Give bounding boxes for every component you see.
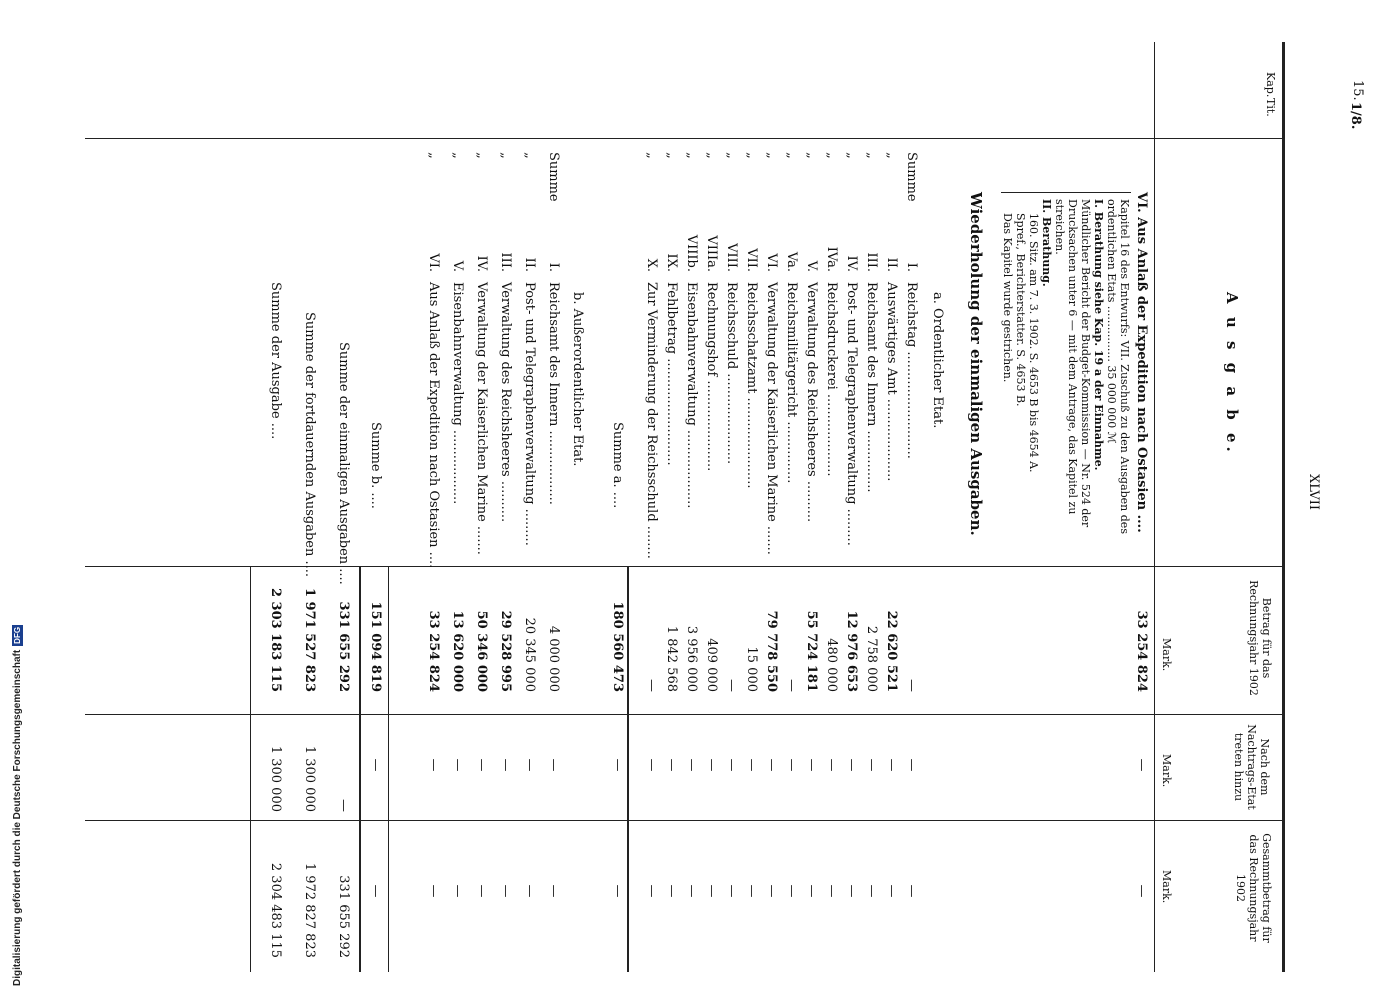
row-gesammt: — [498,884,513,898]
row-gesammt: — [764,884,779,898]
ausserordentlich-sum-label: Summe b. .... [368,422,383,509]
total-gesammt: 331 655 292 [336,875,351,958]
total-label: Summe der Ausgabe .... [268,282,283,440]
row-betrag: 1 842 568 [664,625,679,692]
row-label: Zur Verminderung der Reichsschuld ........ [644,282,659,559]
row-label: Auswärtiges Amt .................... [884,282,899,482]
ausserordentlich-sum-nachtrag: — [368,758,383,772]
row-prefix: Summe [904,152,919,202]
notes-block [1001,192,1131,573]
header-betrag: Betrag für das Rechnungsjahr 1902 [1247,580,1273,696]
row-betrag: 79 778 550 [764,610,779,692]
note-1: Kapitel 16 des Entwurfs: VII. Zuschuß zu den Ausgaben des ordentlichen Etats ................ 35 000 000 ℳ [1105,199,1131,534]
row-nachtrag: — [664,758,679,772]
totals-rule [359,566,361,972]
row-number: IVa. [824,246,839,272]
row-label: Post- und Telegraphenverwaltung ......... [522,282,537,546]
row-prefix: „ [804,152,819,159]
note-6: Spref., Berichterstatter. S. 4653 B. [1014,213,1027,407]
total-label: Summe der einmaligen Ausgaben .... [336,342,351,585]
row-nachtrag: — [474,758,489,772]
row-nachtrag: — [764,758,779,772]
row-betrag: 4 000 000 [546,625,561,692]
row-prefix: „ [864,152,879,159]
row-betrag: 2 758 000 [864,625,879,692]
page-number: XLVII [1306,474,1321,511]
header-ausgabe: A u s g a b e. [1223,292,1241,456]
row-betrag: 480 000 [824,638,839,692]
row-number: VII. [744,248,759,272]
row-number: IX. [664,253,679,272]
row-prefix: „ [844,152,859,159]
row-label: Eisenbahnverwaltung .................. [450,282,465,505]
row-prefix: „ [474,152,489,159]
unit-nachtrag: Mark. [1160,754,1173,788]
row-gesammt: — [522,884,537,898]
row-nachtrag: — [522,758,537,772]
row-prefix: Summe [546,152,561,202]
nachtrag-rule [85,714,1285,715]
row-betrag: 50 346 000 [474,610,489,692]
row-number: IV. [844,255,859,272]
ausserordentlich-sum-gesammt: — [368,884,383,898]
row-label: Reichsschatzamt ...................... [744,282,759,489]
row-nachtrag: — [864,758,879,772]
row-prefix: „ [764,152,779,159]
row-label: Verwaltung des Reichsheeres .......... [804,282,819,523]
ausserordentlich-heading: b. Außerordentlicher Etat. [570,292,585,467]
row-prefix: „ [522,152,537,159]
row-number: II. [884,257,899,272]
row-nachtrag: — [804,758,819,772]
row-prefix: „ [724,152,739,159]
row-gesammt: — [744,884,759,898]
row-betrag: 409 000 [704,638,719,692]
total-betrag: 331 655 292 [336,601,351,692]
row-gesammt: — [664,884,679,898]
entry-nachtrag: — [1134,758,1149,772]
row-betrag: 55 724 181 [804,610,819,692]
row-number: V. [450,260,465,272]
recap-title: Wiederholung der einmaligen Ausgaben. [967,192,985,536]
row-prefix: „ [884,152,899,159]
total-nachtrag: 1 300 000 [302,745,317,812]
row-label: Verwaltung der Kaiserlichen Marine ....... [764,282,779,555]
unit-betrag: Mark. [1160,638,1173,672]
ordentlich-sum-rule [627,566,629,972]
row-label: Aus Anlaß der Expedition nach Ostasien .... [426,282,441,569]
row-betrag: 22 620 521 [884,610,899,692]
row-gesammt: — [684,884,699,898]
header-nachtrag: Nach dem Nachtrags-Etat treten hinzu [1232,724,1271,810]
row-betrag: — [784,679,799,692]
row-number: VIIIb. [684,234,699,272]
row-nachtrag: — [824,758,839,772]
row-nachtrag: — [426,758,441,772]
rotated-page [85,42,1365,1002]
row-betrag: 29 528 995 [498,610,513,692]
row-gesammt: — [864,884,879,898]
row-prefix: „ [744,152,759,159]
row-label: Rechnungshof ...................... [704,282,719,472]
row-label: Verwaltung des Reichsheeres .......... [498,282,513,523]
row-number: X. [644,258,659,272]
row-label: Verwaltung der Kaiserlichen Marine ....... [474,282,489,555]
row-prefix: „ [644,152,659,159]
ordentlich-sum-betrag: 180 560 473 [610,601,625,692]
row-gesammt: — [474,884,489,898]
ausserordentlich-sum-betrag: 151 094 819 [368,601,383,692]
note-7: Das Kapitel wurde gestrichen. [1001,213,1014,383]
row-nachtrag: — [884,758,899,772]
dfg-logo: DFG [12,626,22,644]
row-label: Reichsschuld ...................... [724,282,739,465]
row-prefix: „ [426,152,441,159]
row-gesammt: — [904,884,919,898]
ordentlich-heading: a. Ordentlicher Etat. [930,292,945,429]
row-gesammt: — [824,884,839,898]
digitization-note: Digitalisierung gefördert durch die Deutsche Forschungsgemeinschaft [11,649,23,986]
row-betrag: 12 976 653 [844,610,859,692]
row-betrag: 33 254 824 [426,610,441,692]
header-kap: Kap. [1264,72,1277,98]
row-prefix: „ [664,152,679,159]
row-nachtrag: — [704,758,719,772]
row-gesammt: — [644,884,659,898]
row-gesammt: — [884,884,899,898]
row-gesammt: — [426,884,441,898]
row-prefix: „ [784,152,799,159]
row-gesammt: — [704,884,719,898]
row-gesammt: — [804,884,819,898]
header-tit: Tit. [1264,98,1277,117]
total-betrag: 2 303 183 115 [268,587,283,692]
row-nachtrag: — [784,758,799,772]
row-number: VI. [764,253,779,272]
total-gesammt: 2 304 483 115 [268,862,283,958]
row-number: VIIIa. [704,235,719,272]
entry-amount: 33 254 824 [1134,610,1149,692]
row-nachtrag: — [684,758,699,772]
grand-total-rule [250,566,251,972]
row-label: Reichsmilitärgericht ............... [784,282,799,484]
row-betrag: — [724,679,739,692]
entry-kap: 15. [1350,80,1365,101]
row-nachtrag: — [744,758,759,772]
ordentlich-sum-label: Summe a. .... [610,422,625,509]
row-gesammt: — [784,884,799,898]
row-betrag: — [644,679,659,692]
note-3: Mündlicher Bericht der Budget-Kommission — Nr. 524 der Drucksachen unter 6 — mit dem Antrage, das Kapitel zu streichen. [1053,199,1092,528]
note-2: I. Berathung siehe Kap. 19 a der Einnahme. [1092,199,1105,471]
header-gesammt: Gesammtbetrag für das Rechnungsjahr 1902 [1234,833,1273,943]
total-gesammt: 1 972 827 823 [302,862,317,958]
row-number: Va. [784,251,799,272]
unit-gesammt: Mark. [1160,870,1173,904]
row-gesammt: — [844,884,859,898]
note-4: II. Berathung. [1040,199,1053,287]
row-label: Reichsamt des Innern ............... [864,282,879,493]
row-betrag: 20 345 000 [522,617,537,692]
row-prefix: „ [450,152,465,159]
ordentlich-sum-gesammt: — [610,884,625,898]
dfg-footer [0,0,23,1000]
ausserordentlich-sum-rule [388,566,389,972]
desc-rule [85,138,1285,139]
row-number: III. [864,252,879,272]
ordentlich-sum-nachtrag: — [610,758,625,772]
row-gesammt: — [546,884,561,898]
row-nachtrag: — [450,758,465,772]
entry-tit: 1/8. [1348,102,1363,130]
row-number: VIII. [724,243,739,272]
row-gesammt: — [450,884,465,898]
row-label: Eisenbahnverwaltung ................... [684,282,699,509]
row-number: II. [522,257,537,272]
row-label: Fehlbetrag .......................... [664,282,679,466]
row-label: Post- und Telegraphenverwaltung ......... [844,282,859,546]
note-5: 160. Sitz. am 7. 3. 1902. S. 4653 B bis 4654 A. [1027,213,1040,473]
header-bottom-rule [1154,42,1155,972]
gesammt-rule [85,820,1285,821]
row-number: III. [498,252,513,272]
row-number: I. [546,262,561,272]
row-number: I. [904,262,919,272]
row-prefix: „ [824,152,839,159]
row-number: VI. [426,253,441,272]
row-nachtrag: — [546,758,561,772]
row-label: Reichsdruckerei .................... [824,282,839,477]
row-nachtrag: — [724,758,739,772]
row-nachtrag: — [904,758,919,772]
row-gesammt: — [724,884,739,898]
row-number: V. [804,260,819,272]
total-label: Summe der fortdauernden Ausgaben .... [302,312,317,577]
row-betrag: — [904,679,919,692]
row-prefix: „ [498,152,513,159]
row-betrag: 15 000 [744,646,759,692]
total-nachtrag: 1 300 000 [268,745,283,812]
header-top-rule [1282,42,1285,972]
row-label: Reichsamt des Innern .................. [546,282,561,505]
total-betrag: 1 971 527 823 [302,587,317,692]
row-nachtrag: — [844,758,859,772]
entry-title: VI. Aus Anlaß der Expedition nach Ostasien .... [1134,192,1149,533]
row-betrag: 13 620 000 [450,610,465,692]
row-number: IV. [474,255,489,272]
total-nachtrag: — [336,799,351,812]
entry-gesammt: — [1134,884,1149,898]
row-prefix: „ [684,152,699,159]
row-nachtrag: — [644,758,659,772]
row-nachtrag: — [498,758,513,772]
row-betrag: 3 956 000 [684,625,699,692]
row-prefix: „ [704,152,719,159]
row-label: Reichstag .......................... [904,282,919,459]
